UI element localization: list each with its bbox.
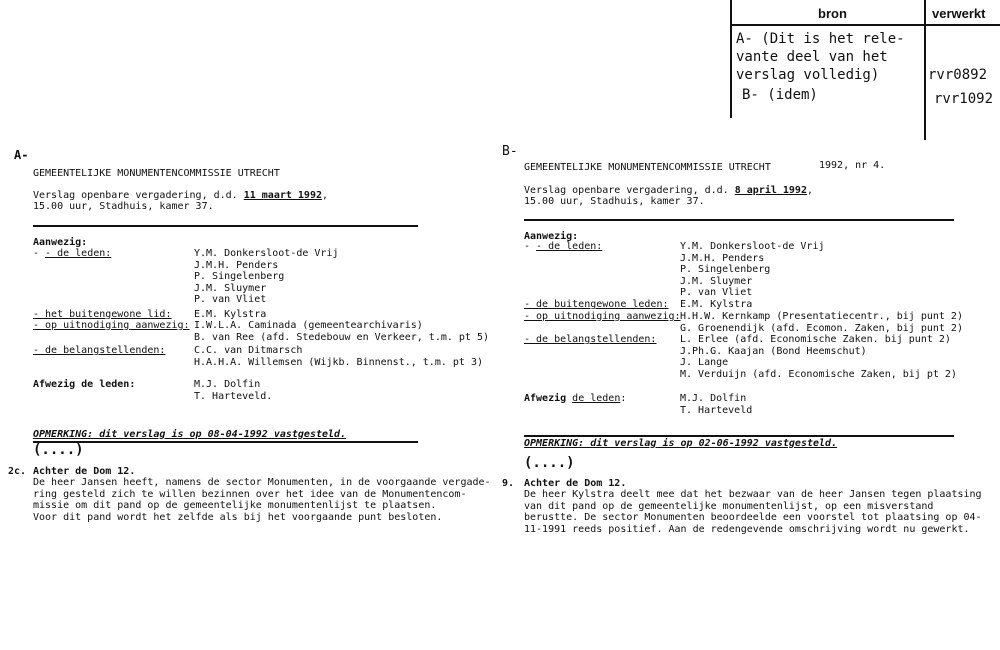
doc-b-item-number: 9.: [502, 478, 515, 489]
doc-a-names-uitnodiging: I.W.L.A. Caminada (gemeentearchivaris) B. van Ree (afd. Stedebouw en Verkeer, t.m. pt 5): [194, 320, 490, 343]
doc-a-label-belangstellenden: - de belangstellenden:: [33, 345, 166, 356]
verwerkt-entry-a: rvr0892: [928, 67, 988, 83]
doc-a-marker: A-: [14, 148, 29, 162]
doc-b-note: OPMERKING: dit verslag is op 02-06-1992 vastgesteld.: [524, 438, 838, 449]
doc-a-item-text: De heer Jansen heeft, namens de sector Monumenten, in de voorgaande vergade- ring gesteld zich te willen bezinnen over het idee van de Monumentencom- missie om dit pand op de gemeentelijke monumentenlijst te plaatsen. Voor dit pand wordt het zelfde als bij het voorgaande punt besloten.: [33, 477, 491, 523]
doc-a-label-uitnodiging: - op uitnodiging aanwezig:: [33, 320, 190, 331]
doc-b-names-belangstellenden: L. Erlee (afd. Economische Zaken. bij punt 2) J.Ph.G. Kaajan (Bond Heemschut) J. Lange M. Verduijn (afd. Economische Zaken, bij pt 2): [680, 334, 957, 380]
verwerkt-entry-b: rvr1092: [934, 91, 994, 107]
doc-b-issue: 1992, nr 4.: [819, 160, 886, 171]
doc-a-header-rule: [33, 225, 418, 227]
doc-a-names-belangstellenden: C.C. van Ditmarsch H.A.H.A. Willemsen (Wijkb. Binnenst., t.m. pt 3): [194, 345, 483, 368]
header-verwerkt: verwerkt: [932, 6, 986, 21]
doc-a-org: GEMEENTELIJKE MONUMENTENCOMMISSIE UTRECHT: [33, 168, 280, 179]
doc-a-note: OPMERKING: dit verslag is op 08-04-1992 vastgesteld.: [33, 429, 347, 440]
table-header-rule: [730, 24, 1000, 26]
doc-a-note-rule: [33, 441, 418, 443]
doc-a-report-line2: 15.00 uur, Stadhuis, kamer 37.: [33, 201, 214, 212]
doc-a-ellipsis: (....): [33, 442, 84, 458]
doc-a-label-buitengewoon: - het buitengewone lid:: [33, 309, 172, 320]
bron-entry-a: A- (Dit is het rele- vante deel van het verslag volledig): [736, 31, 905, 83]
doc-b-names-buitengewoon: E.M. Kylstra: [680, 299, 753, 310]
doc-a-item-number: 2c.: [8, 466, 27, 477]
doc-a-item-title: Achter de Dom 12.: [33, 466, 136, 477]
doc-b-org: GEMEENTELIJKE MONUMENTENCOMMISSIE UTRECHT: [524, 162, 771, 173]
doc-b-item-title: Achter de Dom 12.: [524, 478, 627, 489]
doc-b-label-leden: - - de leden:: [524, 241, 603, 252]
doc-b-label-belangstellenden: - de belangstellenden:: [524, 334, 657, 345]
doc-a-absent-label: Afwezig de leden:: [33, 379, 136, 390]
table-column-divider: [924, 0, 926, 140]
doc-a-label-leden: - - de leden:: [33, 248, 112, 259]
doc-a-names-buitengewoon: E.M. Kylstra: [194, 309, 267, 320]
doc-a-report-line1: Verslag openbare vergadering, d.d. 11 maart 1992,: [33, 190, 329, 201]
doc-b-report-line2: 15.00 uur, Stadhuis, kamer 37.: [524, 196, 705, 207]
header-bron: bron: [818, 6, 847, 21]
bron-entry-b: B- (idem): [742, 87, 818, 103]
doc-b-label-buitengewoon: - de buitengewone leden:: [524, 299, 669, 310]
doc-b-item-text: De heer Kylstra deelt mee dat het bezwaar van de heer Jansen tegen plaatsing van dit pand op de gemeentelijke monumentenlijst, op een misverstand berustte. De sector Monumenten beoordeelde een voorstel tot plaatsing op 04- 11-1991 reeds positief. Aan de redengevende omschrijving wordt nu gewerkt.: [524, 489, 982, 535]
doc-b-label-uitnodiging: - op uitnodiging aanwezig:: [524, 311, 681, 322]
doc-b-names-uitnodiging: H.H.W. Kernkamp (Presentatiecentr., bij punt 2) G. Groenendijk (afd. Ecomon. Zaken, bij punt 2): [680, 311, 963, 334]
doc-b-present-label: Aanwezig:: [524, 231, 579, 242]
doc-b-ellipsis: (....): [524, 455, 575, 471]
table-left-border: [730, 0, 732, 118]
doc-b-names-leden: Y.M. Donkersloot-de Vrij J.M.H. Penders P. Singelenberg J.M. Sluymer P. van Vliet: [680, 241, 825, 298]
doc-a-names-leden: Y.M. Donkersloot-de Vrij J.M.H. Penders P. Singelenberg J.M. Sluymer P. van Vliet: [194, 248, 339, 305]
doc-b-report-line1: Verslag openbare vergadering, d.d. 8 april 1992,: [524, 185, 813, 196]
doc-b-header-rule: [524, 219, 954, 221]
doc-b-note-rule: [524, 435, 954, 437]
doc-a-absent-names: M.J. Dolfin T. Harteveld.: [194, 379, 273, 402]
doc-b-marker: B-: [502, 144, 518, 159]
doc-b-absent-label: Afwezig de leden:: [524, 393, 627, 404]
doc-b-report-date: 8 april 1992: [734, 185, 807, 196]
doc-b-absent-names: M.J. Dolfin T. Harteveld: [680, 393, 753, 416]
doc-a-present-label: Aanwezig:: [33, 237, 88, 248]
doc-a-report-date: 11 maart 1992: [243, 190, 322, 201]
